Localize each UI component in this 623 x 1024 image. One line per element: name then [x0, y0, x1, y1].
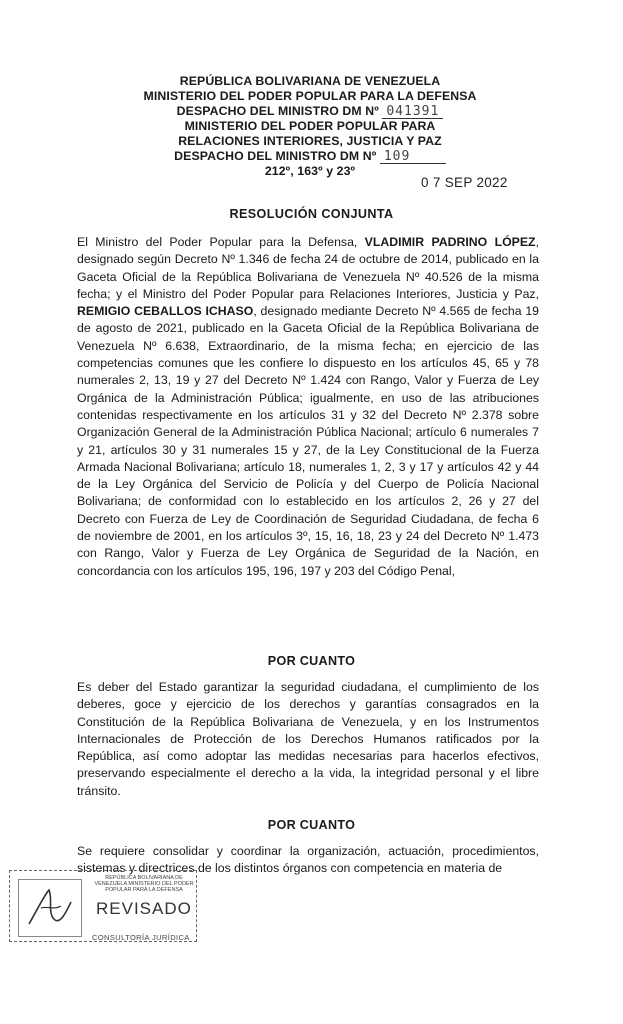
signature-mark	[18, 879, 82, 937]
intro-text-2: , designado según Decreto Nº 1.346 de fecha 24 de octubre de 2014, publicado en la Gaceta Oficial de la República Bolivariana de Venezuela Nº 40.526 de la misma fecha; y el Ministro del Poder Popular para Relaciones Interiores, Justicia y Paz,	[77, 235, 539, 301]
section-heading-1: POR CUANTO	[267, 654, 356, 668]
header-office-interior	[100, 149, 520, 164]
section-paragraph-1: Es deber del Estado garantizar la seguridad ciudadana, el cumplimiento de los deberes, goce y ejercicio de los derechos y garantías consagrados en la Constitución de la República Bolivariana de Venezuela, y en los Instrumentos Internacionales de Protección de los Derechos Humanos ratificados por la República, así como adoptar las medidas necesarias para hacerlos efectivos, preservando especialmente el derecho a la vida, la integridad personal y el libre tránsito.	[77, 680, 539, 798]
stamp-revisado: REVISADO	[96, 899, 192, 918]
letterhead	[100, 74, 520, 179]
header-office-defense	[100, 104, 520, 119]
header-years: 212º, 163º y 23º	[264, 164, 356, 178]
handwritten-number-interior: 109	[380, 151, 446, 164]
minister-interior-name: REMIGIO CEBALLOS ICHASO	[77, 304, 254, 319]
stamp-header-text: REPÚBLICA BOLIVARIANA DE VENEZUELA MINISTERIO DEL PODER POPULAR PARA LA DEFENSA	[94, 875, 194, 893]
header-office-interior-label: DESPACHO DEL MINISTRO DM Nº	[174, 149, 377, 163]
intro-text-1: El Ministro del Poder Popular para la Defensa,	[77, 235, 365, 249]
handwritten-number-defense: 041391	[382, 106, 443, 119]
header-republic: REPÚBLICA BOLIVARIANA DE VENEZUELA	[179, 74, 441, 88]
header-office-defense-label: DESPACHO DEL MINISTRO DM Nº	[176, 104, 379, 118]
section-paragraph-2: Se requiere consolidar y coordinar la organización, actuación, procedimientos, sistemas y directrices de los distintos órganos con competencia en materia de	[77, 844, 539, 876]
header-ministry-interior-2: RELACIONES INTERIORES, JUSTICIA Y PAZ	[178, 134, 442, 148]
section-heading-2: POR CUANTO	[267, 818, 356, 832]
review-stamp	[9, 870, 197, 942]
stamp-footer: CONSULTORÍA JURÍDICA	[92, 933, 190, 942]
document-title: RESOLUCIÓN CONJUNTA	[229, 207, 394, 221]
intro-paragraph	[77, 234, 539, 580]
header-ministry-defense: MINISTERIO DEL PODER POPULAR PARA LA DEFENSA	[143, 89, 477, 103]
date-stamp: 0 7 SEP 2022	[421, 175, 508, 190]
header-ministry-interior-1: MINISTERIO DEL PODER POPULAR PARA	[184, 119, 436, 133]
intro-text-3: , designado mediante Decreto Nº 4.565 de fecha 19 de agosto de 2021, publicado en la Gaceta Oficial de la República Bolivariana de Venezuela Nº 6.638, Extraordinario, de la misma fecha; en ejercicio de las competencias comunes que les confiere lo dispuesto en los artículos 45, 65 y 78 numerales 2, 13, 19 y 27 del Decreto Nº 1.424 con Rango, Valor y Fuerza de Ley Orgánica de la Administración Pública; igualmente, en uso de las atribuciones contenidas respectivamente en los artículos 31 y 32 del Decreto Nº 2.378 sobre Organización General de la Administración Pública Nacional; artículo 6 numerales 7 y 21, artículos 30 y 31 numerales 15 y 27, de la Ley Constitucional de la Fuerza Armada Nacional Bolivariana; artículo 18, numerales 1, 2, 3 y 17 y artículos 42 y 44 de la Ley Orgánica del Servicio de Policía y del Cuerpo de Policía Nacional Bolivariana; de conformidad con lo establecido en los artículos 2, 26 y 27 del Decreto con Fuerza de Ley de Coordinación de Seguridad Ciudadana, de fecha 6 de noviembre de 2001, en los artículos 3º, 15, 16, 18, 23 y 24 del Decreto Nº 1.473 con Rango, Valor y Fuerza de Ley Orgánica de Seguridad de la Nación, en concordancia con los artículos 195, 196, 197 y 203 del Código Penal,	[77, 304, 539, 578]
minister-defense-name: VLADIMIR PADRINO LÓPEZ	[364, 235, 536, 249]
